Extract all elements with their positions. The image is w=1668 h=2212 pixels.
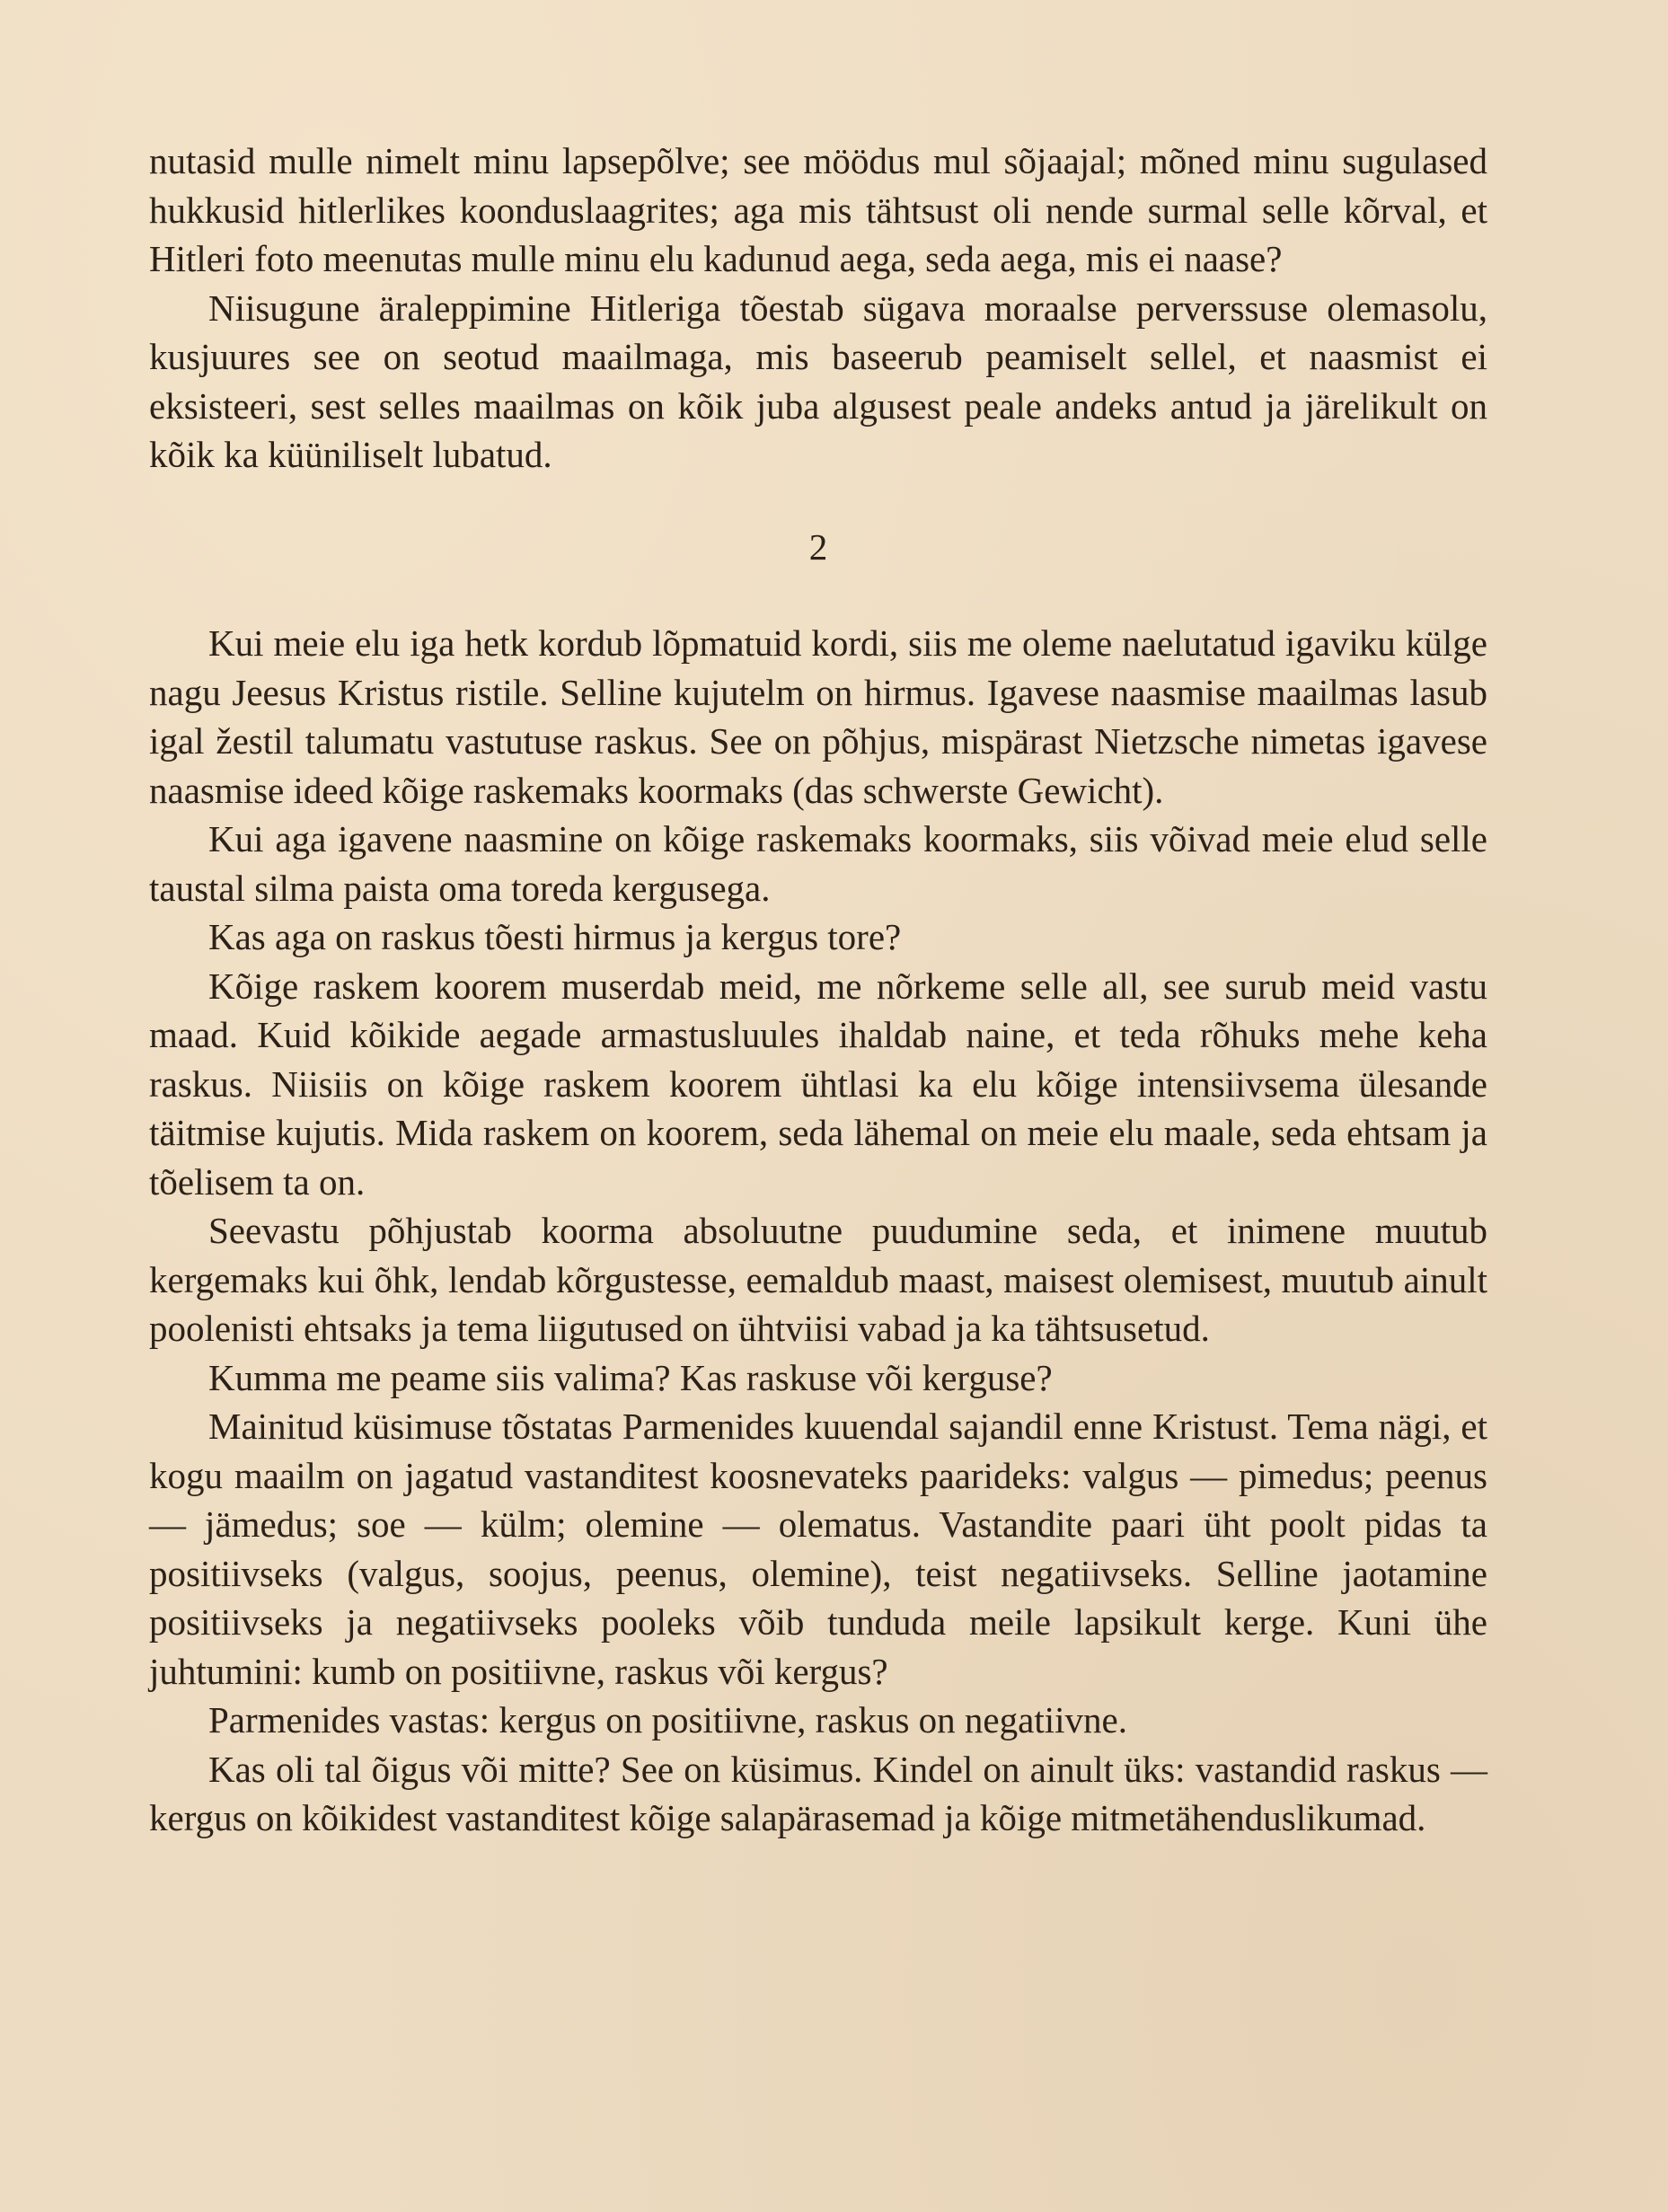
paragraph: Mainitud küsimuse tõstatas Parmenides kuuendal sajandil enne Kristust. Tema nägi, et kogu maailm on jagatud vastanditest koosnevateks paarideks: valgus — pimedus; peenus — jämedus; soe — külm; olemine — olematus. Vastandite paari üht poolt pidas ta positiivseks (valgus, soojus, peenus, olemine), teist negatiivseks. Selline jaotamine positiivseks ja negatiivseks pooleks võib tunduda meile lapsikult kerge. Kuni ühe juhtumini: kumb on positiivne, raskus või kergus? (149, 1406, 1487, 1692)
paragraph: Kui meie elu iga hetk kordub lõpmatuid kordi, siis me oleme naelutatud igaviku külge nagu Jeesus Kristus ristile. Selline kujutelm on hirmus. Igavese naasmise maailmas lasub igal žestil talumatu vastutuse raskus. See on põhjus, mispärast Nietzsche nimetas igavese naasmise ideed kõige raskemaks koormaks (das schwerste Gewicht). (149, 622, 1487, 811)
paragraph: Parmenides vastas: kergus on positiivne, raskus on negatiivne. (208, 1699, 1127, 1741)
paragraph: Seevastu põhjustab koorma absoluutne puudumine seda, et inimene muutub kergemaks kui õhk, lendab kõrgustesse, eemaldub maast, maisest olemisest, muutub ainult poolenisti ehtsaks ja tema liigutused on ühtviisi vabad ja ka tähtsusetud. (149, 1210, 1487, 1349)
section-number: 2 (808, 525, 828, 568)
paragraph: Kui aga igavene naasmine on kõige raskemaks koormaks, siis võivad meie elud selle taustal silma paista oma toreda kergusega. (149, 818, 1487, 909)
paragraph: Kumma me peame siis valima? Kas raskuse või kerguse? (208, 1356, 1053, 1398)
paragraph: Kõige raskem koorem muserdab meid, me nõrkeme selle all, see surub meid vastu maad. Kuid kõikide aegade armastusluules ihaldab naine, et teda rõhuks mehe keha raskus. Niisiis on kõige raskem koorem ühtlasi ka elu kõige intensiivsema ülesande täitmise kujutis. Mida raskem on koorem, seda lähemal on meie elu maale, seda ehtsam ja tõelisem ta on. (149, 965, 1487, 1203)
paragraph: Niisugune äraleppimine Hitleriga tõestab sügava moraalse perverssuse olemasolu, kusjuures see on seotud maailmaga, mis baseerub peamiselt sellel, et naasmist ei eksisteeri, sest selles maailmas on kõik juba algusest peale andeks antud ja järelikult on kõik ka küüniliselt lubatud. (149, 286, 1487, 475)
paragraph: Kas oli tal õigus või mitte? See on küsimus. Kindel on ainult üks: vastandid raskus — kergus on kõikidest vastanditest kõige salapärasemad ja kõige mitmetähenduslikumad. (149, 1748, 1487, 1838)
paragraph: Kas aga on raskus tõesti hirmus ja kergus tore? (208, 916, 902, 957)
page-text (149, 137, 1487, 1843)
paragraph: nutasid mulle nimelt minu lapsepõlve; see möödus mul sõjaajal; mõned minu sugulased hukkusid hitlerlikes koonduslaagrites; aga mis tähtsust oli nende surmal selle kõrval, et Hitleri foto meenutas mulle minu elu kadunud aega, seda aega, mis ei naase? (149, 140, 1487, 279)
